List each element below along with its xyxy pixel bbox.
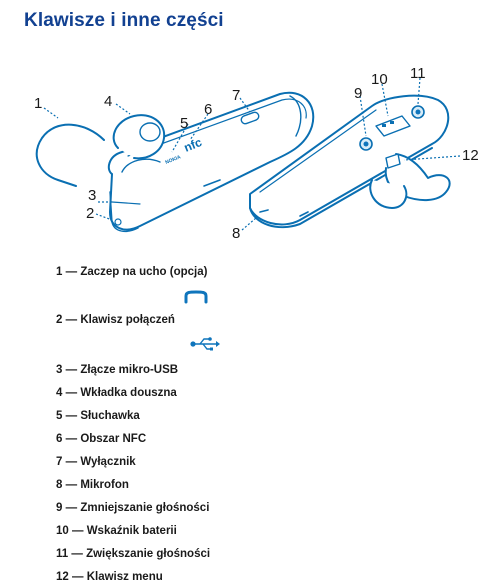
legend-item-9 — [56, 502, 209, 514]
device-brand-text: NOKIA — [164, 154, 182, 166]
legend-item-8 — [56, 479, 129, 491]
legend-item-7 — [56, 456, 136, 468]
legend-item-3 — [56, 364, 178, 376]
legend-number: 11 — [56, 548, 69, 560]
legend-item-4 — [56, 387, 177, 399]
legend-item-1 — [56, 266, 207, 278]
legend-number: 9 — [56, 502, 63, 514]
callout-10: 10 — [371, 71, 388, 88]
legend-separator: — — [65, 266, 78, 278]
legend-separator: — — [65, 433, 78, 445]
page-title: Klawisze i inne części — [24, 10, 224, 31]
legend-label: Wyłącznik — [80, 456, 136, 468]
legend-item-11 — [56, 548, 210, 560]
legend-item-6 — [56, 433, 146, 445]
callout-1: 1 — [34, 95, 43, 112]
legend-label: Klawisz połączeń — [80, 314, 175, 326]
device-nfc-text: nfc — [181, 135, 204, 155]
legend-separator: — — [65, 456, 78, 468]
legend-label: Wkładka douszna — [80, 387, 177, 399]
legend-number: 3 — [56, 364, 63, 376]
legend-separator: — — [65, 387, 78, 399]
call-key — [115, 219, 121, 225]
callout-4: 4 — [104, 93, 113, 110]
legend-number: 6 — [56, 433, 63, 445]
legend-number: 4 — [56, 387, 63, 399]
callout-5: 5 — [180, 115, 189, 132]
legend-number: 7 — [56, 456, 63, 468]
legend-item-2 — [56, 314, 175, 326]
callout-8: 8 — [232, 225, 241, 242]
legend-label: Obszar NFC — [80, 433, 147, 445]
legend-separator: — — [71, 548, 83, 560]
legend-number: 12 — [56, 571, 69, 583]
legend-number: 10 — [56, 525, 69, 537]
legend-separator: — — [65, 410, 78, 422]
callout-11: 11 — [410, 65, 426, 82]
callout-12: 12 — [462, 147, 479, 164]
legend-number: 1 — [56, 266, 63, 278]
callout-6: 6 — [204, 101, 213, 118]
callout-7: 7 — [232, 87, 241, 104]
legend-label: Zwiększanie głośności — [86, 548, 211, 560]
legend-label: Zaczep na ucho (opcja) — [80, 266, 208, 278]
legend-separator: — — [65, 502, 78, 514]
callout-9: 9 — [354, 85, 363, 102]
legend-label: Klawisz menu — [86, 571, 163, 583]
legend-label: Mikrofon — [80, 479, 129, 491]
callout-2: 2 — [86, 205, 95, 222]
legend-number: 5 — [56, 410, 63, 422]
ear-hook — [37, 125, 104, 186]
handset-icon — [184, 290, 208, 304]
legend-label: Złącze mikro-USB — [80, 364, 179, 376]
legend-separator: — — [72, 525, 84, 537]
headset-diagram — [0, 52, 498, 252]
legend-number: 2 — [56, 314, 63, 326]
legend-item-5 — [56, 410, 140, 422]
callout-3: 3 — [88, 187, 97, 204]
legend-number: 8 — [56, 479, 63, 491]
usb-icon — [190, 336, 220, 352]
legend-label: Zmniejszanie głośności — [80, 502, 210, 514]
legend-item-10 — [56, 525, 177, 537]
legend-item-12 — [56, 571, 163, 583]
legend-label: Słuchawka — [80, 410, 140, 422]
legend-separator: — — [65, 364, 78, 376]
legend-separator: — — [65, 314, 78, 326]
legend-label: Wskaźnik baterii — [86, 525, 177, 537]
legend-separator: — — [72, 571, 84, 583]
legend-separator: — — [65, 479, 78, 491]
